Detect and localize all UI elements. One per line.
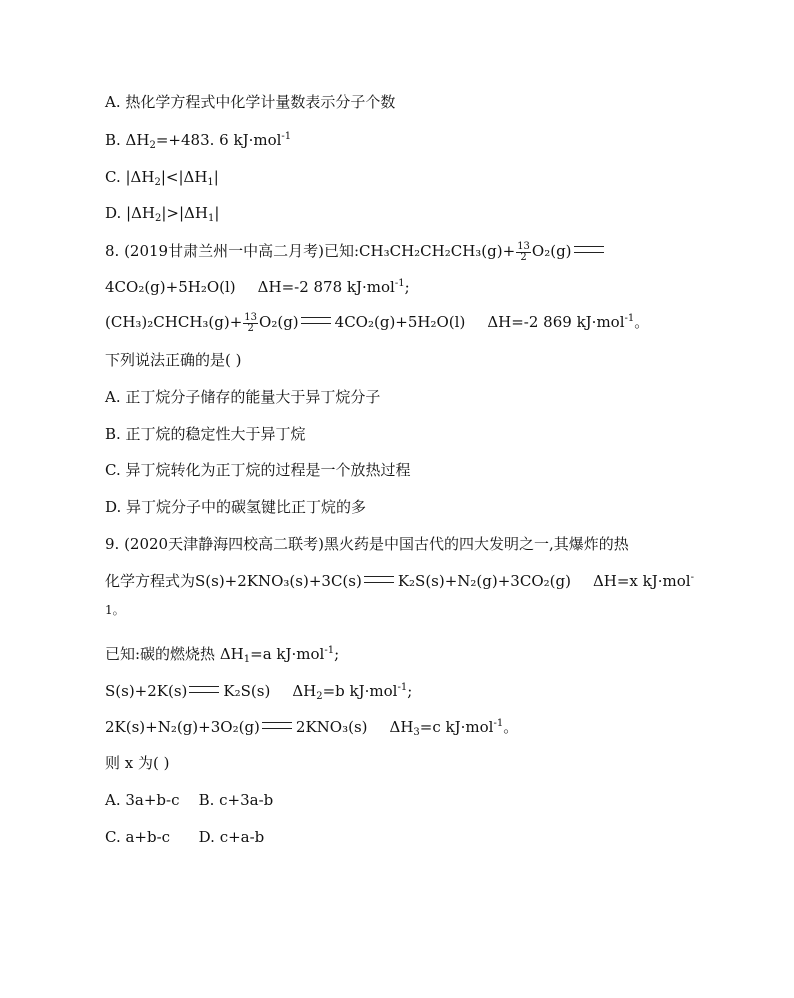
equals-sign [574, 246, 604, 253]
q8-option-d: D. 异丁烷分子中的碳氢键比正丁烷的多 [105, 498, 367, 516]
q9-options-cd: C. a+b-c D. c+a-b [105, 828, 265, 846]
q9-equation: 化学方程式为S(s)+2KNO₃(s)+3C(s) K₂S(s)+N₂(g)+3CO₂(g) ΔH=x kJ·mol- [105, 572, 694, 590]
q7-option-a: A. 热化学方程式中化学计量数表示分子个数 [105, 93, 396, 111]
q9-equation-2: S(s)+2K(s) K₂S(s) $\Delta H_2=b$ kJ·mol$^{-1}$; [105, 682, 413, 702]
equals-sign [262, 722, 292, 729]
q9-known: 已知:碳的燃烧热 $\Delta H_1=a$ kJ·mol$^{-1}$; [105, 645, 340, 665]
equals-sign [301, 317, 331, 324]
q9-question: 则 x 为( ) [105, 754, 170, 772]
fraction: $\frac{13}{2}$ [244, 311, 258, 334]
q8-option-a: A. 正丁烷分子储存的能量大于异丁烷分子 [105, 388, 381, 406]
q9-equation-3: 2K(s)+N₂(g)+3O₂(g) 2KNO₃(s) $\Delta H_3=c$ kJ·mol$^{-1}$。 [105, 718, 519, 738]
q9-options-ab: A. 3a+b-c B. c+3a-b [105, 791, 274, 809]
q7-option-b: B. $\Delta H_2=+483$. 6 kJ·mol$^{-1}$ [105, 131, 292, 151]
q7-option-d: D. $|\Delta H_2|>|\Delta H_1|$ [105, 204, 220, 224]
q9-wrap: 1。 [105, 603, 125, 617]
equals-sign [189, 686, 219, 693]
q8-option-c: C. 异丁烷转化为正丁烷的过程是一个放热过程 [105, 461, 411, 479]
equals-sign [364, 576, 394, 583]
q8-stem: 8. (2019甘肃兰州一中高二月考)已知:CH₃CH₂CH₂CH₃(g)+ $\frac{13}{2}$ O₂(g) [105, 239, 608, 263]
q8-equation-1: 4CO₂(g)+5H₂O(l) ΔH=-2 878 kJ·mol$^{-1}$; [105, 278, 410, 296]
q9-stem: 9. (2020天津静海四校高二联考)黑火药是中国古代的四大发明之一,其爆炸的热 [105, 535, 629, 553]
q7-option-c: C. $|\Delta H_2|<|\Delta H_1|$ [105, 168, 219, 188]
q8-equation-2: (CH₃)₂CHCH₃(g)+ $\frac{13}{2}$ O₂(g) 4CO₂(g)+5H₂O(l) ΔH=-2 869 kJ·mol$^{-1}$。 [105, 311, 650, 334]
q8-option-b: B. 正丁烷的稳定性大于异丁烷 [105, 425, 306, 443]
fraction: $\frac{13}{2}$ [517, 240, 530, 263]
q8-question: 下列说法正确的是( ) [105, 351, 242, 369]
